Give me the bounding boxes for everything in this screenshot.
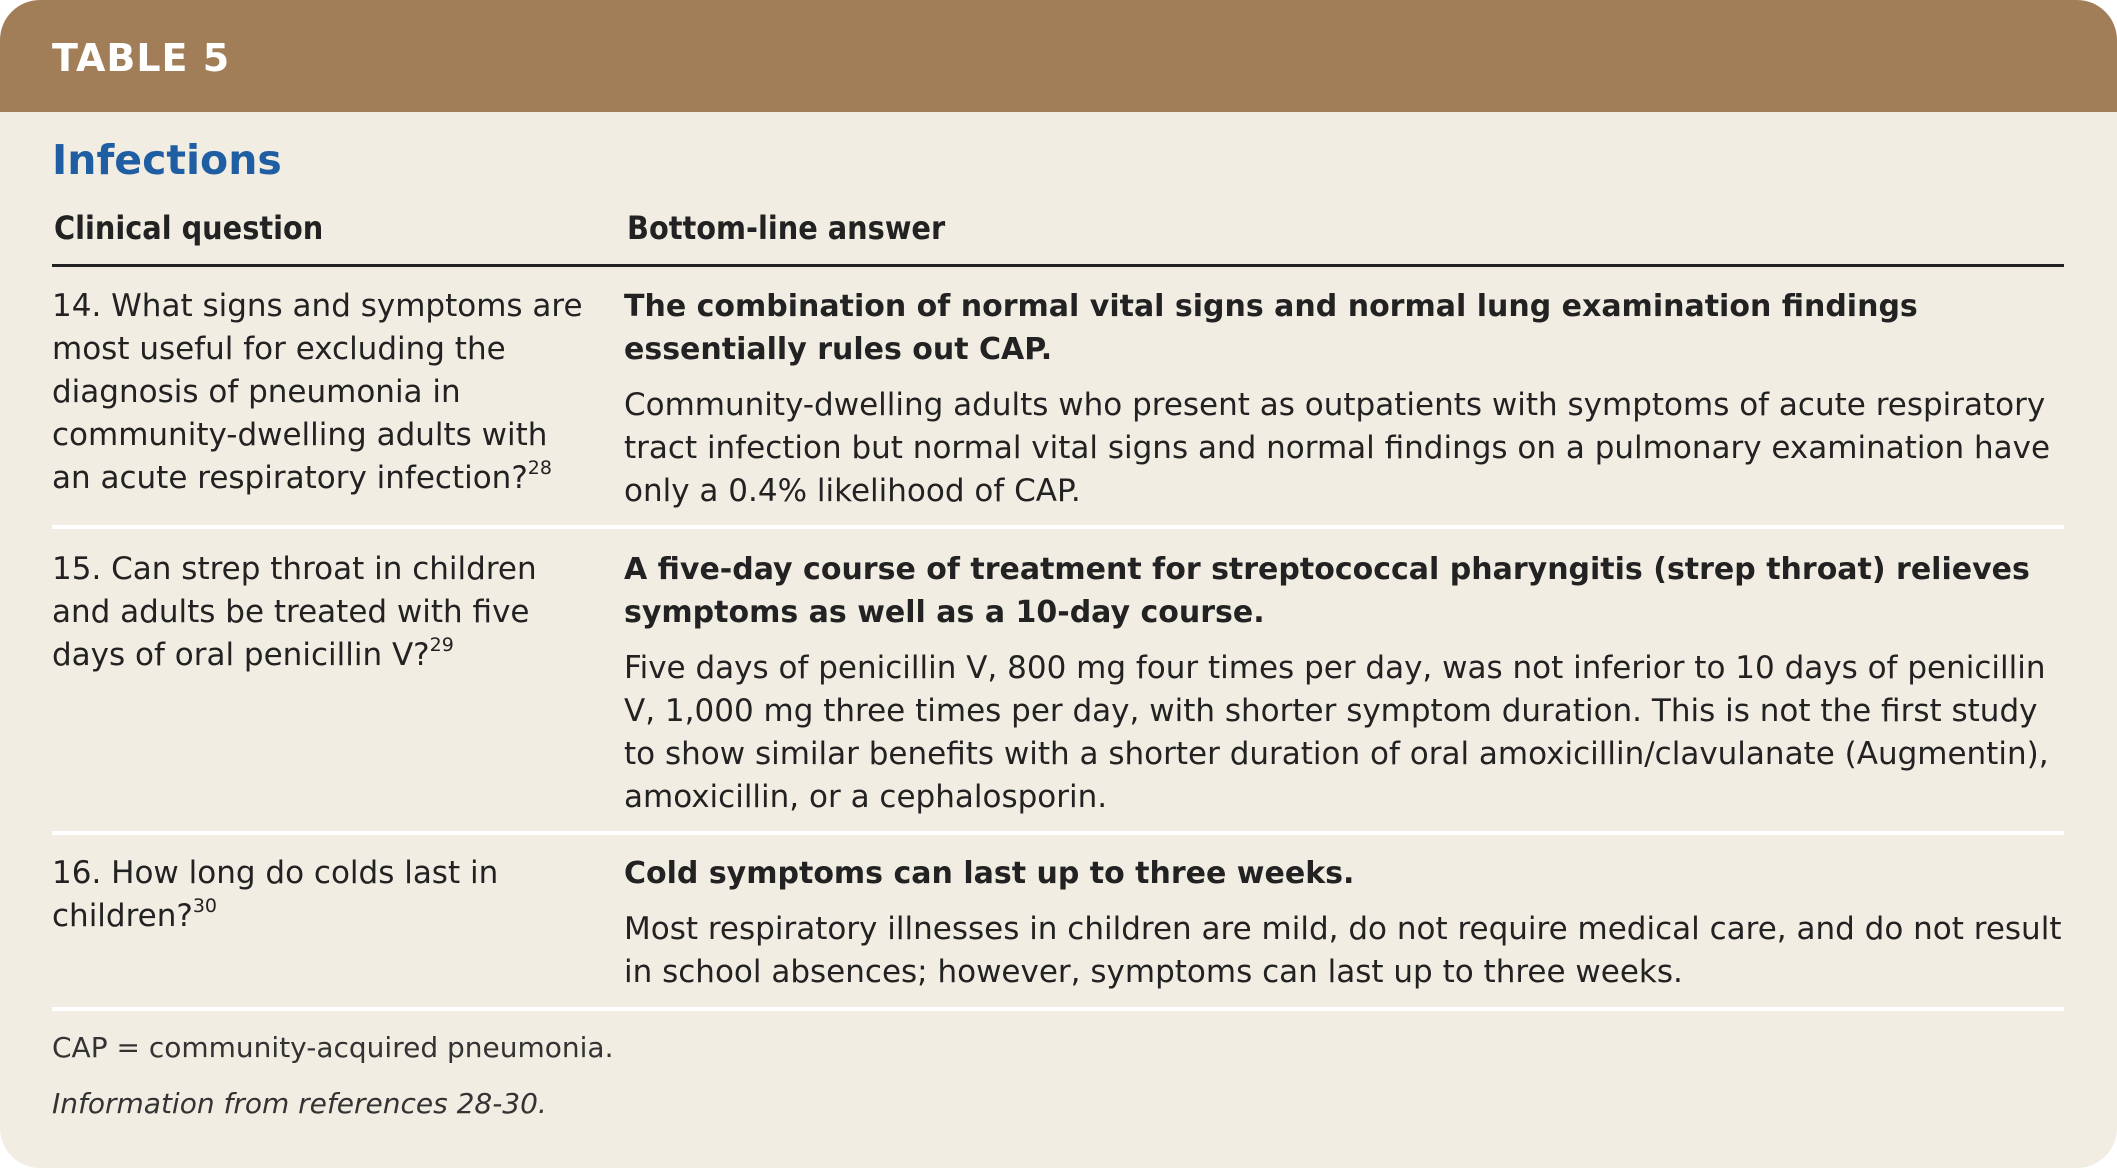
row-divider [52,831,2064,835]
answer-summary: A five-day course of treatment for streptococcal pharyngitis (strep throat) relieves symptoms as well as a 10-day course. [624,552,2030,630]
abbreviation-footnote: CAP = community-acquired pneumonia. [52,1031,614,1064]
question-text: 15. Can strep throat in children and adults be treated with five days of oral penicillin V? [52,551,537,673]
header-divider [52,264,2064,267]
table-label: TABLE 5 [52,36,231,80]
answer-summary: The combination of normal vital signs and normal lung examination findings essentially rules out CAP. [624,289,1918,367]
row-divider [52,1007,2064,1011]
answer-detail: Community-dwelling adults who present as outpatients with symptoms of acute respiratory tract infection but normal vital signs and normal findings on a pulmonary examination have only a 0.4% likelihood of CAP. [624,387,2051,509]
question-cell [52,285,592,500]
answer-cell [624,548,2069,819]
question-cell [52,548,592,677]
answer-detail: Five days of penicillin V, 800 mg four times per day, was not inferior to 10 days of penicillin V, 1,000 mg three times per day, with shorter symptom duration. This is not the first study to show similar benefits with a shorter duration of oral amoxicillin/clavulanate (Augmentin), amoxicillin, or a cephalosporin. [624,650,2049,815]
source-footnote: Information from references 28-30. [52,1087,547,1120]
reference-number: 28 [527,457,552,479]
question-text: 14. What signs and symptoms are most useful for excluding the diagnosis of pneumonia in community-dwelling adults with an acute respiratory infection? [52,288,583,496]
question-text: 16. How long do colds last in children? [52,855,499,934]
answer-summary: Cold symptoms can last up to three weeks. [624,856,1355,891]
reference-number: 29 [429,634,454,656]
row-divider [52,525,2064,529]
table-header-bar [0,0,2117,112]
reference-number: 30 [192,895,218,917]
question-cell [52,852,592,938]
answer-detail: Most respiratory illnesses in children are mild, do not require medical care, and do not result in school absences; however, symptoms can last up to three weeks. [624,911,2062,990]
column-header-question: Clinical question [54,209,324,247]
table-title: Infections [52,136,282,184]
answer-cell [624,285,2069,513]
column-header-answer: Bottom-line answer [627,209,946,247]
answer-cell [624,852,2069,994]
